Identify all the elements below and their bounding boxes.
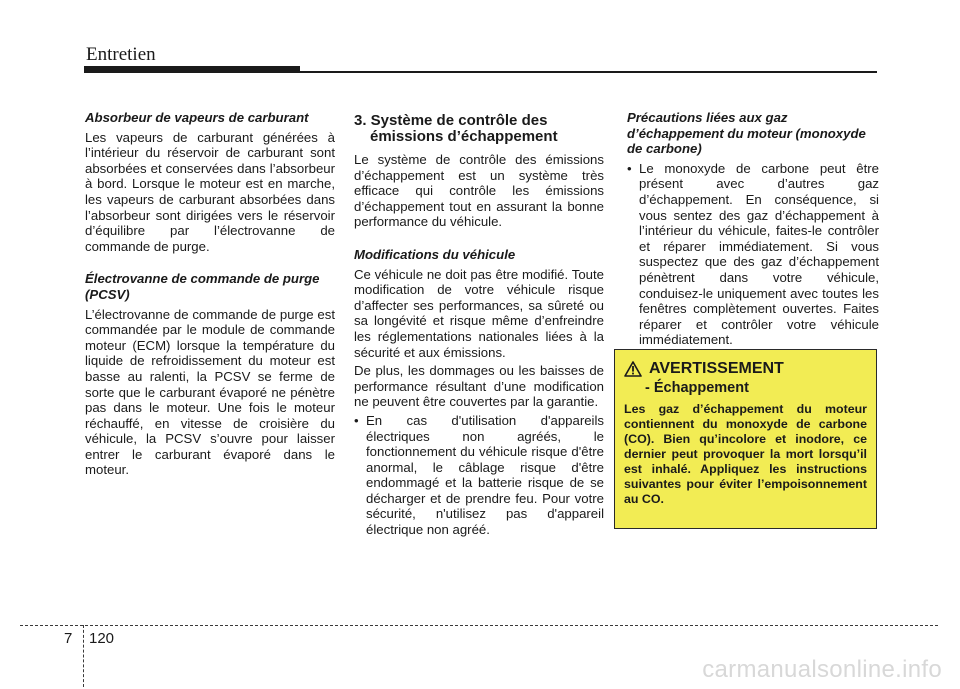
- warning-title: AVERTISSEMENT: [649, 360, 784, 377]
- chapter-number: 7: [64, 630, 73, 647]
- header-rule-thin: [300, 71, 877, 73]
- section-title-emission-control: 3. Système de contrôle des émissions d’échappement: [354, 112, 558, 145]
- paragraph-modifications: Ce véhicule ne doit pas être modifié. Toute modification de votre véhicule risque d’affecter ses performances, sa sûreté ou sa longévité et risque même d’enfreindre les réglementations nationales liées à la sécurité et aux émissions.: [354, 266, 604, 360]
- warning-box: [614, 349, 877, 529]
- paragraph-emission-system: Le système de contrôle des émissions d’échappement est un système très efficace qui contrôle les émissions d’échappement tout en assurant la bonne performance du véhicule.: [354, 152, 604, 230]
- list-item: • Le monoxyde de carbone peut être présent avec d’autres gaz d’échappement. En conséquence, si vous sentez des gaz d’échappement à l’intérieur du véhicule, faites-le contrôler et réparer immédiatement. Si vous suspectez que des gaz d’échappement pénètrent dans votre véhicule, conduisez-le uniquement avec toutes les fenêtres complètement ouvertes. Faites réparer et contrôler votre véhicule immédiatement.: [627, 161, 879, 348]
- column-right: [627, 110, 879, 348]
- bullet-list-exhaust: [627, 161, 879, 348]
- column-left: [85, 110, 335, 481]
- subheading-pcsv: Électrovanne de commande de purge (PCSV): [85, 271, 320, 302]
- warning-triangle-icon: [624, 361, 642, 377]
- paragraph-pcsv: L’électrovanne de commande de purge est commandée par le module de commande moteur (ECM) lorsque la température du liquide de refroidissement du moteur est basse au ralenti, la PCSV se ferme de sorte que le carburant évaporé ne pénètre pas dans le moteur. Une fois le moteur réchauffé, en vitesse de croisière du véhicule, la PCSV s’ouvre pour laisser entrer le carburant évaporé dans le moteur.: [85, 306, 335, 478]
- header-rule-thick: [84, 66, 300, 73]
- subheading-vehicle-modifications: Modifications du véhicule: [354, 246, 516, 262]
- page-header-title: Entretien: [86, 44, 156, 65]
- warning-text: Les gaz d’échappement du moteur contiennent du monoxyde de carbone (CO). Bien qu’incolore et inodore, ce dernier peut provoquer la mort lorsqu’il est inhalé. Appliquez les instructions suivantes pour éviter l’empoisonnement au CO.: [624, 402, 867, 506]
- footer-rule: [20, 625, 938, 626]
- watermark-text: carmanualsonline.info: [702, 656, 942, 683]
- bullet-list-modifications: [354, 413, 604, 538]
- paragraph-absorber: Les vapeurs de carburant générées à l’intérieur du réservoir de carburant sont absorbées et conservées dans l’absorbeur à bord. Lorsque le moteur est en marche, les vapeurs de carburant absorbées dans l’absorbeur sont dirigées vers le réservoir d’équilibre par l’électrovanne de commande de purge.: [85, 129, 335, 254]
- subheading-fuel-vapor-absorber: Absorbeur de vapeurs de carburant: [85, 110, 309, 125]
- column-middle: [354, 110, 604, 538]
- page-number: 120: [89, 630, 115, 647]
- footer-divider: [83, 625, 84, 687]
- paragraph-warranty: De plus, les dommages ou les baisses de performance résultant d’une modification ne peuvent être couvertes par la garantie.: [354, 363, 604, 410]
- warning-subtitle: - Échappement: [645, 380, 749, 396]
- subheading-exhaust-precautions: Précautions liées aux gaz d’échappement du moteur (monoxyde de carbone): [627, 110, 866, 157]
- list-item: • En cas d'utilisation d'appareils électriques non agréés, le fonctionnement du véhicule risque d'être anormal, le câblage risque d'être endommagé et la batterie risque de se décharger et de prendre feu. Pour votre sécurité, n'utilisez pas d'appareil électrique non agréé.: [354, 413, 604, 538]
